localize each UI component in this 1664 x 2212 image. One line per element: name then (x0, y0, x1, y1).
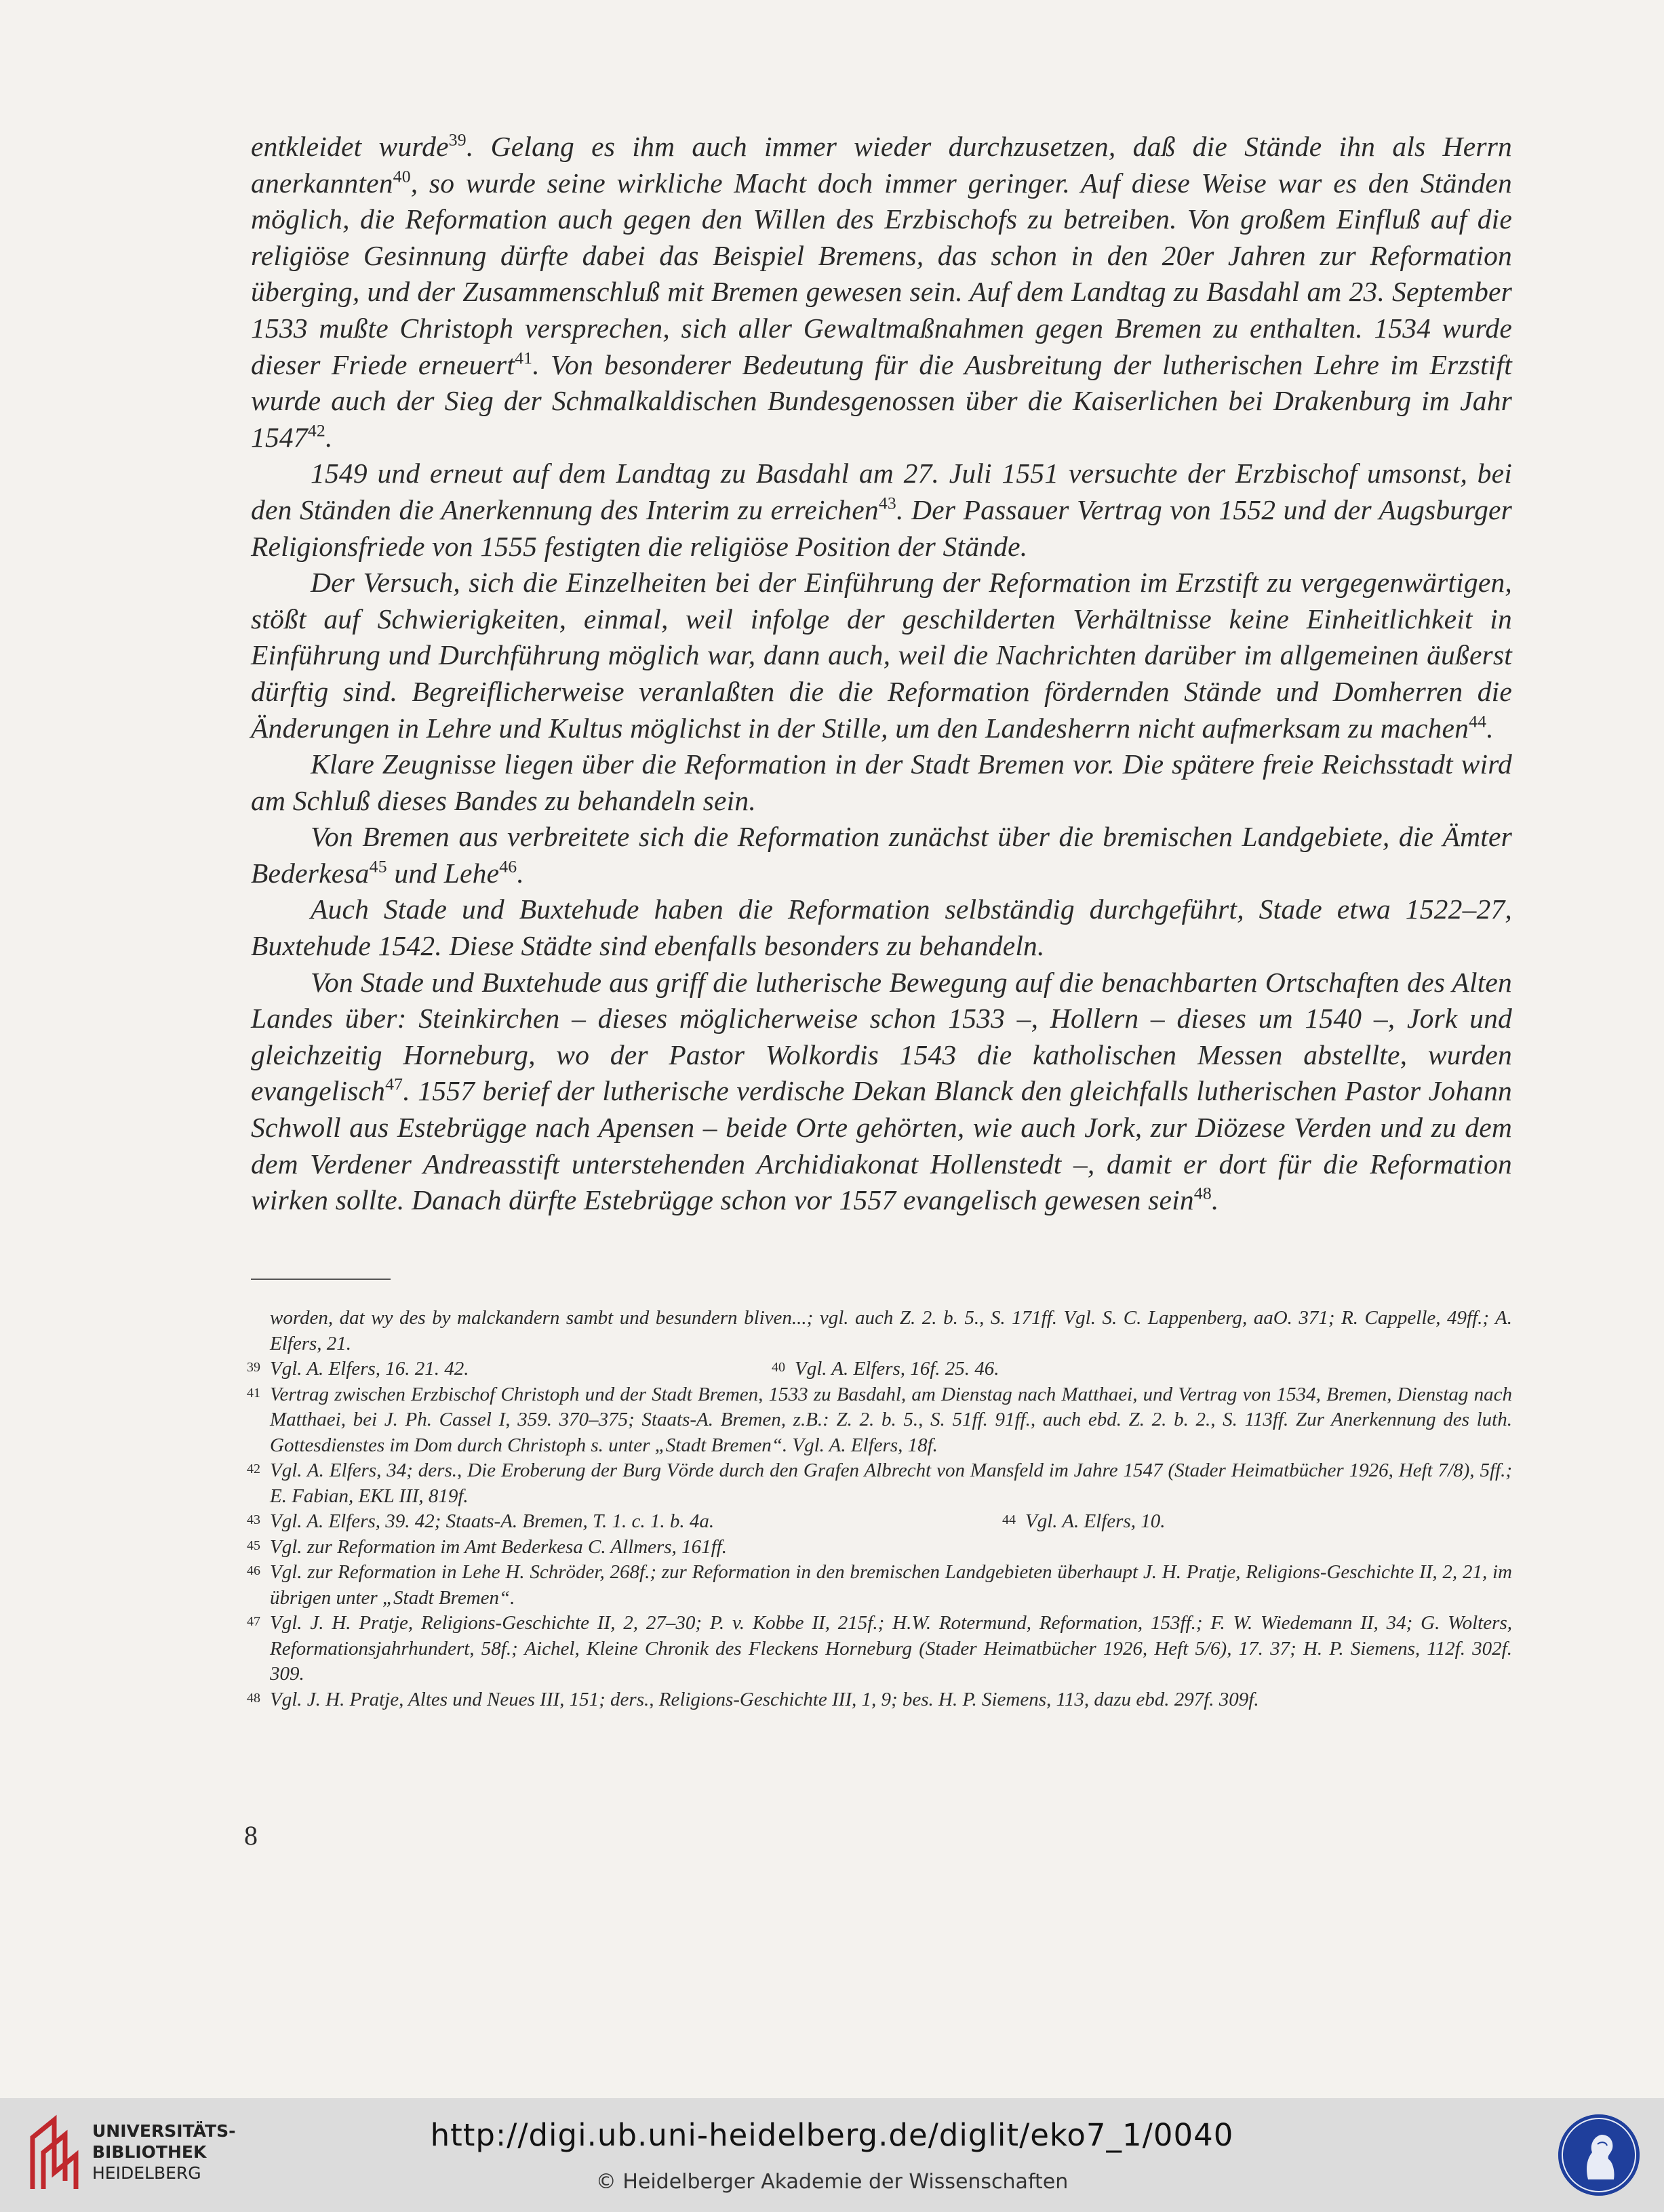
text-run: Der Versuch, sich die Einzelheiten bei der Einführung der Reformation im Erzstift zu vergegenwärtigen, stößt auf Schwierigkeiten, einmal, weil infolge der geschilderten Verhältnisse keine Einheitlichkeit in Einführung und Durchführung möglich war, dann auch, weil die Nachrichten darüber im allgemeinen äußerst dürftig sind. Begreiflicherweise veranlaßten die die Reformation fördernden Stände und Domherren die Änderungen in Lehre und Kultus möglichst in der Stille, um den Landesherrn nicht aufmerksam zu machen (251, 567, 1512, 744)
text-run: entkleidet wurde (251, 131, 449, 162)
footnote-ref[interactable]: 39 (448, 129, 467, 150)
footnote-40 (772, 1356, 999, 1382)
footnotes (247, 1306, 1512, 1712)
footnote-text: Vgl. zur Reformation in Lehe H. Schröder, 268f.; zur Reformation in den bremischen Landgebieten überhaupt J. H. Pratje, Religions-Geschichte II, 2, 21, im übrigen unter „Stadt Bremen“. (270, 1561, 1512, 1609)
footnote-ref[interactable]: 41 (515, 348, 533, 368)
text-run: . Gelang es ihm auch immer wieder durchzusetzen, daß die Stände ihn als Herrn anerkannten (251, 131, 1512, 199)
paragraph-3 (251, 565, 1512, 746)
academy-seal-icon (1558, 2114, 1640, 2196)
footnote-number: 48 (247, 1690, 260, 1706)
footnote-divider (251, 1279, 391, 1280)
footnote-row-39-40 (247, 1356, 1512, 1382)
footnote-text: Vgl. A. Elfers, 34; ders., Die Eroberung der Burg Vörde durch den Grafen Albrecht von Mansfeld im Jahre 1547 (Stader Heimatbücher 1926, Heft 7/8), 5ff.; E. Fabian, EKL III, 819f. (270, 1460, 1512, 1507)
text-run: . (517, 857, 524, 889)
footnote-text: Vgl. J. H. Pratje, Religions-Geschichte II, 2, 27–30; P. v. Kobbe II, 215f.; H.W. Rotermund, Reformation, 153ff.; F. W. Wiedemann II, 34; G. Wolters, Reformationsjahrhundert, 58f.; Aichel, Kleine Chronik des Fleckens Horneburg (Stader Heimatbücher 1926, Heft 5/6), 17. 37; H. P. Siemens, 112f. 302f. 309. (270, 1612, 1512, 1685)
text-run: . 1557 berief der lutherische verdische Dekan Blanck den gleichfalls lutherischen Pastor Johann Schwoll aus Estebrügge nach Apensen – beide Orte gehörten, wie auch Jork, zur Diözese Verden und zu dem dem Verdener Andreasstift unterstehenden Archidiakonat Hollenstedt –, damit er dort für die Reformation wirken sollte. Danach dürfte Estebrügge schon vor 1557 evangelisch gewesen sein (251, 1075, 1512, 1216)
footnote-number: 46 (247, 1563, 260, 1578)
footnote-45 (247, 1535, 1512, 1561)
footnote-ref[interactable]: 47 (385, 1074, 403, 1094)
permalink-url[interactable]: http://digi.ub.uni-heidelberg.de/diglit/eko7_1/0040 (430, 2117, 1234, 2153)
footnote-text: Vertrag zwischen Erzbischof Christoph und der Stadt Bremen, 1533 zu Basdahl, am Dienstag nach Matthaei, und Vertrag von 1534, Bremen, Dienstag nach Matthaei, bei J. Ph. Cassel I, 359. 370–375; Staats-A. Bremen, z.B.: Z. 2. b. 5., S. 51ff. 91ff., auch ebd. Z. 2. b. 2., S. 113ff. Zur Anerkennung des luth. Gottesdienstes im Dom durch Christoph s. unter „Stadt Bremen“. Vgl. A. Elfers, 18f. (270, 1383, 1512, 1456)
text-run: Auch Stade und Buxtehude haben die Reformation selbständig durchgeführt, Stade etwa 1522–27, Buxtehude 1542. Diese Städte sind ebenfalls besonders zu behandeln. (251, 893, 1512, 962)
text-run: . (1486, 712, 1494, 744)
paragraph-7 (251, 965, 1512, 1219)
footnote-number: 41 (247, 1385, 260, 1401)
footnote-ref[interactable]: 46 (499, 856, 517, 877)
body-text (251, 129, 1512, 1219)
footnote-43 (247, 1509, 1002, 1535)
footnote-41 (247, 1382, 1512, 1459)
footnote-number: 39 (247, 1360, 260, 1375)
footnote-text: Vgl. A. Elfers, 16f. 25. 46. (795, 1358, 999, 1380)
footnote-number: 40 (772, 1360, 785, 1375)
footnote-text: Vgl. A. Elfers, 39. 42; Staats-A. Bremen, T. 1. c. 1. b. 4a. (270, 1510, 715, 1532)
text-run: , so wurde seine wirkliche Macht doch immer geringer. Auf diese Weise war es den Ständen möglich, die Reformation auch gegen den Willen des Erzbischofs zu betreiben. Von großem Einfluß auf die religiöse Gesinnung dürfte dabei das Beispiel Bremens, das schon in den 20er Jahren zur Reformation überging, und der Zusammenschluß mit Bremen gewesen sein. Auf dem Landtag zu Basdahl am 23. September 1533 mußte Christoph versprechen, sich aller Gewaltmaßnahmen gegen Bremen zu enthalten. 1534 wurde dieser Friede erneuert (251, 167, 1512, 380)
footnote-ref[interactable]: 44 (1469, 711, 1487, 731)
footnote-42 (247, 1458, 1512, 1509)
text-run: . (1211, 1184, 1219, 1216)
footnote-ref[interactable]: 42 (307, 420, 325, 441)
institution-line-1: UNIVERSITÄTS- (92, 2121, 236, 2141)
footnote-ref[interactable]: 45 (369, 856, 387, 877)
footnote-ref[interactable]: 48 (1193, 1183, 1212, 1203)
paragraph-6 (251, 891, 1512, 964)
footnote-number: 42 (247, 1462, 260, 1476)
footnote-text: Vgl. zur Reformation im Amt Bederkesa C. Allmers, 161ff. (270, 1535, 727, 1558)
viewer-footer (0, 2098, 1664, 2212)
footnote-ref[interactable]: 40 (393, 166, 411, 186)
footnote-47 (247, 1611, 1512, 1687)
text-run: . Von besonderer Bedeutung für die Ausbreitung der lutherischen Lehre im Erzstift wurde auch der Sieg der Schmalkaldischen Bundesgenossen über die Kaiserlichen bei Drakenburg im Jahr 1547 (251, 348, 1512, 453)
text-run: . (325, 421, 333, 453)
institution-line-3: HEIDELBERG (92, 2163, 201, 2183)
paragraph-5 (251, 819, 1512, 891)
text-run: Von Bremen aus verbreitete sich die Reformation zunächst über die bremischen Landgebiete, die Ämter Bederkesa (251, 821, 1512, 889)
footnote-continuation: worden, dat wy des by malckandern sambt und besundern bliven...; vgl. auch Z. 2. b. 5., S. 171ff. Vgl. S. C. Lappenberg, aaO. 371; R. Cappelle, 49ff.; A. Elfers, 21. (270, 1307, 1512, 1354)
page-number: 8 (244, 1820, 258, 1851)
text-run: und Lehe (387, 857, 500, 889)
footnote-46 (247, 1560, 1512, 1611)
text-run: . Der Passauer Vertrag von 1552 und der Augsburger Religionsfriede von 1555 festigten die religiöse Position der Stände. (251, 494, 1512, 562)
copyright-notice: © Heidelberger Akademie der Wissenschaften (595, 2170, 1069, 2194)
footnote-row-43-44 (247, 1509, 1512, 1535)
institution-line-2: BIBLIOTHEK (92, 2142, 207, 2162)
footnote-text: Vgl. J. H. Pratje, Altes und Neues III, 151; ders., Religions-Geschichte III, 1, 9; bes. H. P. Siemens, 113, dazu ebd. 297f. 309f. (270, 1688, 1259, 1710)
footnote-44 (1002, 1509, 1165, 1535)
footnote-number: 47 (247, 1614, 260, 1629)
paragraph-4 (251, 746, 1512, 819)
text-run: Klare Zeugnisse liegen über die Reformation in der Stadt Bremen vor. Die spätere freie Reichsstadt wird am Schluß dieses Bandes zu behandeln sein. (251, 748, 1512, 816)
paragraph-1 (251, 129, 1512, 456)
text-run: Von Stade und Buxtehude aus griff die lutherische Bewegung auf die benachbarten Ortschaften des Alten Landes über: Steinkirchen – dieses möglicherweise schon 1533 –, Hollern – dieses um 1540 –, Jork und gleichzeitig Horneburg, wo der Pastor Wolkordis 1543 die katholischen Messen abstellte, wurden evangelisch (251, 966, 1512, 1107)
paragraph-2 (251, 456, 1512, 565)
footnote-48 (247, 1687, 1512, 1713)
footnote-number: 45 (247, 1537, 260, 1553)
footnote-ref[interactable]: 43 (878, 493, 896, 513)
footnote-number: 44 (1002, 1512, 1016, 1527)
footnote-39 (247, 1356, 772, 1382)
footnote-number: 43 (247, 1512, 260, 1527)
text-run: 1549 und erneut auf dem Landtag zu Basdahl am 27. Juli 1551 versuchte der Erzbischof umsonst, bei den Ständen die Anerkennung des Interim zu erreichen (251, 458, 1512, 525)
footnote-text: Vgl. A. Elfers, 16. 21. 42. (270, 1358, 469, 1380)
footnote-text: Vgl. A. Elfers, 10. (1025, 1510, 1166, 1532)
